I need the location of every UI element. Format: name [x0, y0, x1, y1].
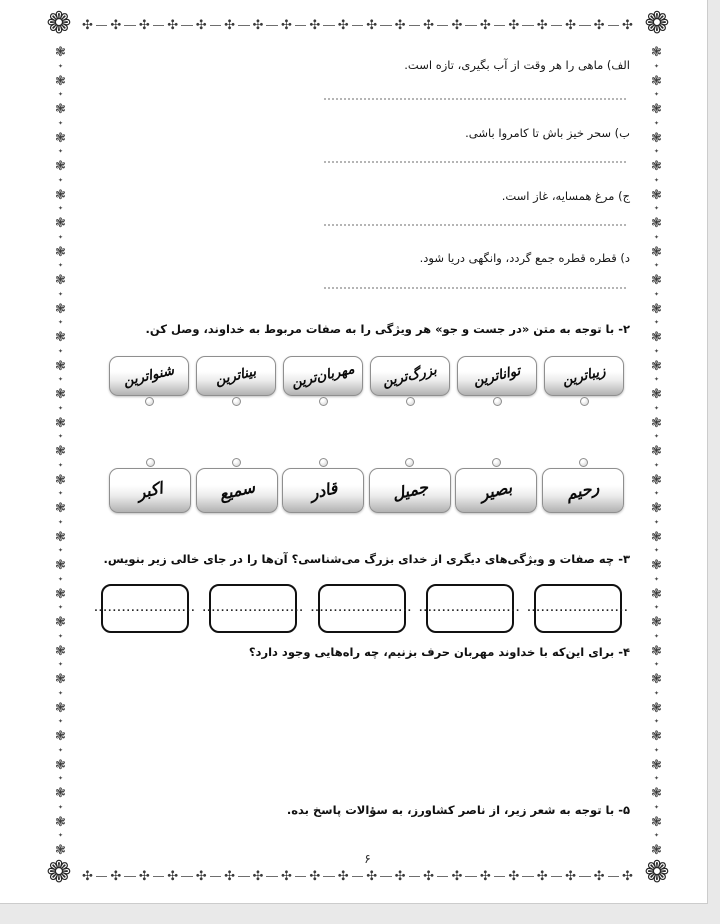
god-name-unit — [282, 458, 364, 513]
flower-motif-icon: ✣ — [622, 868, 633, 884]
fill-in-box — [310, 584, 413, 633]
flower-motif-icon: ❃ — [55, 786, 66, 801]
diamond-connector-icon: ✦ — [57, 62, 64, 70]
flower-motif-icon: ✣ — [309, 17, 321, 33]
flower-motif-icon: ❃ — [651, 102, 662, 117]
attribute-unit — [109, 356, 189, 406]
diamond-connector-icon: ✦ — [57, 91, 64, 99]
flower-motif-icon: ❃ — [55, 529, 66, 545]
flower-motif-icon: ❃ — [651, 558, 662, 573]
god-name-unit — [542, 458, 624, 513]
flower-motif-icon: ❃ — [55, 643, 66, 659]
answer-line — [324, 287, 626, 289]
flower-motif-icon: ✣ — [110, 868, 122, 884]
diamond-connector-icon: ✦ — [653, 376, 660, 384]
flower-motif-icon: ✣ — [451, 17, 463, 33]
flower-motif-icon: ❃ — [651, 700, 662, 716]
flower-motif-icon: ❃ — [55, 729, 66, 744]
diamond-connector-icon: ✦ — [57, 233, 64, 241]
diamond-connector-icon: ✦ — [57, 518, 64, 526]
diamond-connector-icon: ✦ — [653, 233, 660, 241]
diamond-connector-icon: ✦ — [653, 62, 660, 70]
god-name-unit — [455, 458, 537, 513]
diamond-connector-icon: ✦ — [653, 433, 660, 441]
flower-motif-icon: ✣ — [252, 868, 264, 884]
flower-motif-icon: ❃ — [651, 130, 662, 146]
flower-motif-icon: ❃ — [55, 387, 66, 402]
connection-dot — [492, 458, 501, 467]
answer-line — [324, 161, 626, 163]
flower-motif-icon: ❃ — [55, 216, 66, 231]
flower-motif-icon: ❃ — [55, 102, 66, 117]
diamond-connector-icon: ✦ — [57, 404, 64, 412]
flower-motif-icon: ❃ — [55, 187, 66, 203]
attribute-word: زیباترین — [560, 363, 608, 389]
attribute-unit — [283, 356, 363, 406]
diamond-connector-icon: ✦ — [653, 803, 660, 811]
diamond-connector-icon: ✦ — [57, 632, 64, 640]
flower-motif-icon: ❃ — [651, 472, 662, 488]
diamond-connector-icon: ✦ — [653, 461, 660, 469]
flower-motif-icon: ✣ — [508, 868, 520, 884]
flower-motif-icon: ❃ — [651, 672, 662, 687]
flower-motif-icon: ❃ — [55, 843, 66, 858]
god-names-row — [109, 458, 624, 513]
diamond-connector-icon: ✦ — [653, 290, 660, 298]
fill-in-dots: ...................... — [310, 603, 413, 614]
diamond-connector-icon: ✦ — [653, 632, 660, 640]
flower-motif-icon: ✣ — [252, 17, 264, 33]
flower-motif-icon: ✣ — [138, 17, 150, 33]
flower-motif-icon: ✣ — [479, 17, 491, 33]
flower-motif-icon: ❃ — [55, 244, 66, 260]
flower-motif-icon: ✣ — [536, 868, 548, 884]
flower-motif-icon: ✣ — [280, 17, 292, 33]
flower-motif-icon: ✣ — [423, 868, 434, 884]
diamond-connector-icon: ✦ — [57, 547, 64, 555]
corner-flourish-icon: ❁ — [46, 855, 72, 890]
attribute-word-box — [196, 356, 276, 396]
god-name-box — [109, 468, 191, 513]
flower-motif-icon: ❃ — [651, 330, 662, 345]
flower-motif-icon: ✣ — [565, 17, 577, 33]
flower-motif-icon: ❃ — [651, 586, 662, 602]
flower-motif-icon: ❃ — [651, 415, 662, 431]
attribute-unit — [196, 356, 276, 406]
diamond-connector-icon: ✦ — [57, 718, 64, 726]
diamond-connector-icon: ✦ — [57, 803, 64, 811]
god-name-word: قادر — [307, 478, 339, 503]
diamond-connector-icon: ✦ — [653, 832, 660, 840]
diamond-connector-icon: ✦ — [653, 119, 660, 127]
god-name-word: جمیل — [390, 477, 430, 504]
attribute-word: مهربان‌ترین — [290, 361, 356, 391]
corner-flourish-icon: ❁ — [46, 6, 72, 41]
connection-dot — [405, 458, 414, 467]
diamond-connector-icon: ✦ — [57, 490, 64, 498]
god-name-box — [369, 468, 451, 513]
flower-motif-icon: ❃ — [651, 216, 662, 231]
flower-motif-icon: ❃ — [55, 45, 66, 60]
diamond-connector-icon: ✦ — [57, 262, 64, 270]
diamond-connector-icon: ✦ — [57, 604, 64, 612]
flower-motif-icon: ✣ — [224, 868, 236, 884]
proverb-item-jim: ج) مرغ همسایه، غاز است. — [501, 189, 630, 203]
diamond-connector-icon: ✦ — [57, 205, 64, 213]
attribute-unit — [457, 356, 537, 406]
diamond-connector-icon: ✦ — [57, 347, 64, 355]
diamond-connector-icon: ✦ — [57, 832, 64, 840]
flower-motif-icon: ❃ — [651, 729, 662, 744]
god-name-box — [455, 468, 537, 513]
diamond-connector-icon: ✦ — [653, 661, 660, 669]
god-name-word: بصیر — [478, 477, 515, 504]
flower-motif-icon: ❃ — [651, 159, 662, 174]
connection-dot — [146, 458, 155, 467]
flower-motif-icon: ✣ — [138, 868, 150, 884]
diamond-connector-icon: ✦ — [57, 775, 64, 783]
diamond-connector-icon: ✦ — [57, 661, 64, 669]
diamond-connector-icon: ✦ — [57, 575, 64, 583]
attribute-word: شنواترین — [122, 362, 176, 390]
flower-motif-icon: ✣ — [337, 868, 349, 884]
page-content — [95, 0, 640, 903]
flower-motif-icon: ❃ — [55, 130, 66, 146]
attribute-word-box — [457, 356, 537, 396]
page-number: ۶ — [364, 851, 371, 866]
connection-dot — [493, 397, 502, 406]
diamond-connector-icon: ✦ — [653, 575, 660, 583]
attribute-word: بزرگ‌ترین — [381, 362, 439, 390]
fill-in-box — [527, 584, 629, 633]
diamond-connector-icon: ✦ — [653, 604, 660, 612]
flower-motif-icon: ❃ — [651, 501, 662, 516]
flower-motif-icon: ✣ — [565, 868, 577, 884]
god-name-unit — [196, 458, 278, 513]
flower-motif-icon: ✣ — [167, 17, 179, 33]
flower-motif-icon: ✣ — [366, 17, 378, 33]
flower-motif-icon: ✣ — [479, 868, 491, 884]
diamond-connector-icon: ✦ — [653, 319, 660, 327]
fill-in-dots: ...................... — [418, 603, 521, 614]
question-2-text: ۲- با توجه به متن «در جست و جو» هر ویژگی را به صفات مربوط به خداوند، وصل کن. — [145, 322, 630, 336]
flower-motif-icon: ✣ — [394, 868, 406, 884]
question-3-text: ۳- چه صفات و ویژگی‌های دیگری از خدای بزرگ می‌شناسی؟ آن‌ها را در جای خالی زیر بنویس. — [103, 552, 630, 566]
flower-motif-icon: ❃ — [55, 501, 66, 516]
flower-motif-icon: ❃ — [55, 558, 66, 573]
flower-motif-icon: ❃ — [55, 814, 66, 830]
god-name-word: اکبر — [135, 478, 165, 503]
attribute-word-box — [283, 356, 363, 396]
diamond-connector-icon: ✦ — [653, 547, 660, 555]
flower-motif-icon: ✣ — [195, 17, 207, 33]
god-name-word: رحیم — [564, 477, 602, 504]
diamond-connector-icon: ✦ — [653, 347, 660, 355]
diamond-connector-icon: ✦ — [57, 176, 64, 184]
flower-motif-icon: ✣ — [280, 868, 292, 884]
connection-dot — [319, 397, 328, 406]
fill-in-box — [418, 584, 521, 633]
flower-motif-icon: ❃ — [651, 45, 662, 60]
flower-motif-icon: ❃ — [55, 301, 66, 317]
flower-motif-icon: ✣ — [195, 868, 207, 884]
fill-in-box — [94, 584, 196, 633]
flower-motif-icon: ❃ — [651, 757, 662, 773]
diamond-connector-icon: ✦ — [653, 148, 660, 156]
god-name-unit — [369, 458, 451, 513]
flower-motif-icon: ✣ — [622, 17, 633, 33]
diamond-connector-icon: ✦ — [653, 518, 660, 526]
diamond-connector-icon: ✦ — [57, 689, 64, 697]
connection-dot — [145, 397, 154, 406]
connection-dot — [319, 458, 328, 467]
flower-motif-icon: ❃ — [55, 700, 66, 716]
diamond-connector-icon: ✦ — [653, 205, 660, 213]
corner-flourish-icon: ❁ — [644, 6, 670, 41]
flower-motif-icon: ✣ — [423, 17, 434, 33]
diamond-connector-icon: ✦ — [57, 746, 64, 754]
diamond-connector-icon: ✦ — [653, 176, 660, 184]
flower-motif-icon: ❃ — [55, 159, 66, 174]
flower-motif-icon: ❃ — [55, 615, 66, 630]
flower-motif-icon: ✣ — [309, 868, 321, 884]
diamond-connector-icon: ✦ — [653, 91, 660, 99]
flower-motif-icon: ❃ — [55, 757, 66, 773]
diamond-connector-icon: ✦ — [653, 689, 660, 697]
flower-motif-icon: ✣ — [337, 17, 349, 33]
flower-motif-icon: ✣ — [366, 868, 378, 884]
proverb-item-alef: الف) ماهی را هر وقت از آب بگیری، تازه است. — [404, 58, 630, 72]
flower-motif-icon: ❃ — [651, 843, 662, 858]
god-name-box — [196, 468, 278, 513]
flower-motif-icon: ❃ — [55, 415, 66, 431]
attribute-word: تواناترین — [472, 362, 522, 390]
flower-motif-icon: ✣ — [167, 868, 179, 884]
attribute-word-box — [109, 356, 189, 396]
diamond-connector-icon: ✦ — [653, 775, 660, 783]
proverb-item-dal: د) قطره قطره جمع گردد، وانگهی دریا شود. — [419, 251, 630, 265]
attribute-word: بیناترین — [214, 363, 258, 389]
fill-in-dots: ...................... — [527, 603, 629, 614]
diamond-connector-icon: ✦ — [57, 119, 64, 127]
flower-motif-icon: ❃ — [55, 472, 66, 488]
right-border-ornament — [644, 46, 669, 857]
flower-motif-icon: ✣ — [110, 17, 122, 33]
connection-dot — [232, 397, 241, 406]
flower-motif-icon: ✣ — [82, 868, 93, 884]
flower-motif-icon: ✣ — [82, 17, 93, 33]
god-name-box — [282, 468, 364, 513]
flower-motif-icon: ❃ — [55, 73, 66, 89]
connection-dot — [406, 397, 415, 406]
flower-motif-icon: ❃ — [55, 358, 66, 374]
diamond-connector-icon: ✦ — [653, 718, 660, 726]
flower-motif-icon: ❃ — [651, 444, 662, 459]
flower-motif-icon: ❃ — [55, 672, 66, 687]
answer-line — [324, 224, 626, 226]
flower-motif-icon: ❃ — [651, 273, 662, 288]
flower-motif-icon: ❃ — [651, 786, 662, 801]
left-border-ornament — [48, 46, 73, 857]
flower-motif-icon: ❃ — [651, 187, 662, 203]
diamond-connector-icon: ✦ — [57, 461, 64, 469]
flower-motif-icon: ❃ — [651, 529, 662, 545]
question-4-text: ۴- برای این‌که با خداوند مهربان حرف بزنیم، چه راه‌هایی وجود دارد؟ — [248, 645, 630, 659]
diamond-connector-icon: ✦ — [653, 490, 660, 498]
diamond-connector-icon: ✦ — [57, 290, 64, 298]
attribute-unit — [370, 356, 450, 406]
flower-motif-icon: ❃ — [651, 814, 662, 830]
attribute-unit — [544, 356, 624, 406]
flower-motif-icon: ❃ — [651, 615, 662, 630]
answer-line — [324, 98, 626, 100]
flower-motif-icon: ❃ — [651, 643, 662, 659]
diamond-connector-icon: ✦ — [653, 404, 660, 412]
flower-motif-icon: ❃ — [55, 273, 66, 288]
flower-motif-icon: ✣ — [593, 868, 605, 884]
connection-dot — [579, 458, 588, 467]
fill-in-row — [94, 584, 629, 633]
diamond-connector-icon: ✦ — [57, 376, 64, 384]
diamond-connector-icon: ✦ — [57, 148, 64, 156]
flower-motif-icon: ❃ — [55, 586, 66, 602]
flower-motif-icon: ✣ — [451, 868, 463, 884]
diamond-connector-icon: ✦ — [57, 433, 64, 441]
diamond-connector-icon: ✦ — [57, 319, 64, 327]
diamond-connector-icon: ✦ — [653, 262, 660, 270]
god-name-word: سمیع — [216, 477, 257, 504]
fill-in-box — [202, 584, 305, 633]
flower-motif-icon: ❃ — [651, 244, 662, 260]
flower-motif-icon: ✣ — [224, 17, 236, 33]
attribute-word-box — [370, 356, 450, 396]
flower-motif-icon: ✣ — [536, 17, 548, 33]
flower-motif-icon: ❃ — [651, 301, 662, 317]
connection-dot — [580, 397, 589, 406]
flower-motif-icon: ❃ — [55, 330, 66, 345]
flower-motif-icon: ❃ — [651, 387, 662, 402]
corner-flourish-icon: ❁ — [644, 855, 670, 890]
god-name-unit — [109, 458, 191, 513]
flower-motif-icon: ❃ — [651, 358, 662, 374]
fill-in-dots: ...................... — [202, 603, 305, 614]
god-name-box — [542, 468, 624, 513]
flower-motif-icon: ✣ — [394, 17, 406, 33]
flower-motif-icon: ❃ — [651, 73, 662, 89]
flower-motif-icon: ✣ — [593, 17, 605, 33]
diamond-connector-icon: ✦ — [653, 746, 660, 754]
question-5-text: ۵- با توجه به شعر زیر، از ناصر کشاورز، به سؤالات پاسخ بده. — [286, 803, 630, 817]
attribute-word-box — [544, 356, 624, 396]
attributes-row — [109, 356, 624, 406]
flower-motif-icon: ❃ — [55, 444, 66, 459]
flower-motif-icon: ✣ — [508, 17, 520, 33]
connection-dot — [232, 458, 241, 467]
fill-in-dots: ...................... — [94, 603, 196, 614]
proverb-item-be: ب) سحر خیز باش تا کامروا باشی. — [465, 126, 630, 140]
